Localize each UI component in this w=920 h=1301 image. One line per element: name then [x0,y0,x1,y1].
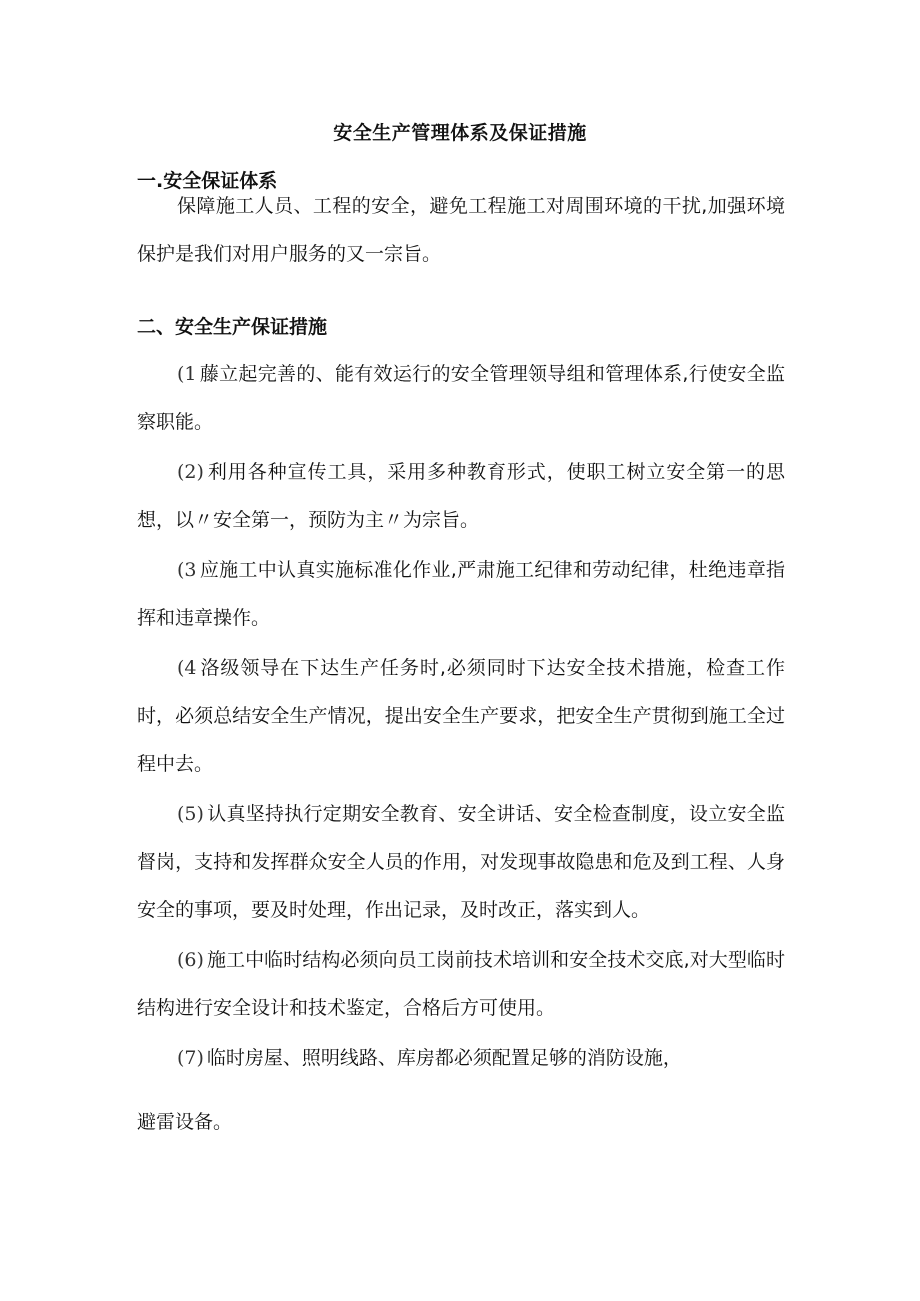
item-text: 临时房屋、照明线路、库房都必须配置足够的消防设施， [206,1047,682,1069]
item-text: 藤立起完善的、能有效运行的安全管理领导组和管理体系,行使安全监察职能。 [137,363,785,433]
measure-item-5 [137,790,785,934]
item-text: 施工中临时结构必须向员工岗前技术培训和安全技术交底,对大型临时结构进行安全设计和技术鉴定，合格后方可使用。 [137,949,785,1019]
item-number: (5) [177,803,204,825]
measure-item-7 [137,1034,785,1082]
measure-item-3 [137,546,785,642]
measure-item-2 [137,448,785,544]
item-number: (6) [177,949,204,971]
item-text: 应施工中认真实施标准化作业,严肃施工纪律和劳动纪律，杜绝违章指挥和违章操作。 [137,559,785,629]
measure-item-6 [137,936,785,1032]
trailing-line: 避雷设备。 [137,1111,233,1133]
measure-item-1 [137,350,785,446]
item-text: 利用各种宣传工具，采用多种教育形式，使职工树立安全第一的思想，以〃安全第一，预防为主〃为宗旨。 [137,461,785,531]
item-number: (7) [177,1047,204,1069]
item-number: (3 [177,559,197,581]
item-number: (1 [177,363,197,385]
section1-paragraph: 保障施工人员、工程的安全，避免工程施工对周围环境的干扰,加强环境保护是我们对用户服务的又一宗旨。 [137,195,785,265]
measure-item-4 [137,644,785,788]
item-number: (4 [177,657,197,679]
item-text: 认真坚持执行定期安全教育、安全讲话、安全检查制度，设立安全监督岗，支持和发挥群众安全人员的作用，对发现事故隐患和危及到工程、人身安全的事项，要及时处理，作出记录，及时改正，落实到人。 [137,803,785,921]
section-heading-2: 二、安全生产保证措施 [137,316,328,338]
section-heading-1: 一.安全保证体系 [137,170,278,192]
page-title: 安全生产管理体系及保证措施 [333,122,587,144]
item-number: (2) [177,461,204,483]
item-text: 洛级领导在下达生产任务时,必须同时下达安全技术措施，检查工作时，必须总结安全生产情况，提出安全生产要求，把安全生产贯彻到施工全过程中去。 [137,657,785,775]
